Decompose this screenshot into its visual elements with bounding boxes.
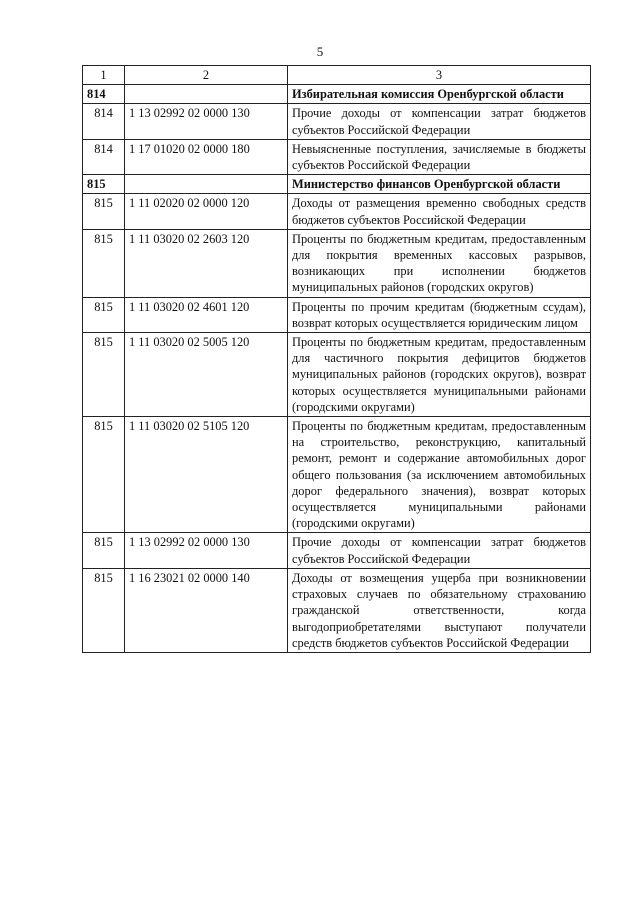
table-row	[83, 229, 591, 297]
column-header: 3	[288, 66, 591, 85]
description-cell: Проценты по бюджетным кредитам, предоставленным для частичного покрытия дефицитов бюджетов муниципальных районов (городских округов), возврат которых осуществляется муниципальными районами (городскими округами)	[288, 333, 591, 417]
revenue-code-cell: 1 17 01020 02 0000 180	[125, 139, 288, 174]
description-cell: Проценты по бюджетным кредитам, предоставленным на строительство, реконструкцию, капитальный ремонт, ремонт и содержание автомобильных дорог общего пользования (за исключением автомобильных дорог федерального значения), возврат которых осуществляется муниципальными районами (городскими округами)	[288, 417, 591, 533]
table-row	[83, 297, 591, 332]
admin-code-cell: 815	[83, 229, 125, 297]
column-header: 2	[125, 66, 288, 85]
column-header: 1	[83, 66, 125, 85]
revenue-code-cell: 1 13 02992 02 0000 130	[125, 104, 288, 139]
description-cell: Прочие доходы от компенсации затрат бюджетов субъектов Российской Федерации	[288, 533, 591, 568]
admin-code-cell: 814	[83, 104, 125, 139]
revenue-code-cell: 1 11 03020 02 5105 120	[125, 417, 288, 533]
revenue-code-cell: 1 11 03020 02 5005 120	[125, 333, 288, 417]
revenue-code-cell: 1 11 02020 02 0000 120	[125, 194, 288, 229]
description-cell: Проценты по бюджетным кредитам, предоставленным для покрытия временных кассовых разрывов, возникающих при исполнении бюджетов муниципальных районов (городских округов)	[288, 229, 591, 297]
admin-code-cell: 815	[83, 333, 125, 417]
revenue-codes-table	[82, 65, 591, 653]
admin-code-cell: 814	[83, 85, 125, 104]
description-cell: Прочие доходы от компенсации затрат бюджетов субъектов Российской Федерации	[288, 104, 591, 139]
admin-code-cell: 815	[83, 417, 125, 533]
description-cell: Доходы от размещения временно свободных средств бюджетов субъектов Российской Федерации	[288, 194, 591, 229]
description-cell: Невыясненные поступления, зачисляемые в бюджеты субъектов Российской Федерации	[288, 139, 591, 174]
table-row	[83, 333, 591, 417]
revenue-code-cell	[125, 85, 288, 104]
revenue-code-cell: 1 11 03020 02 4601 120	[125, 297, 288, 332]
administrator-header-row	[83, 175, 591, 194]
description-cell: Проценты по прочим кредитам (бюджетным ссудам), возврат которых осуществляется юридическим лицом	[288, 297, 591, 332]
table-row	[83, 417, 591, 533]
table-row	[83, 194, 591, 229]
revenue-code-cell: 1 16 23021 02 0000 140	[125, 568, 288, 652]
admin-code-cell: 815	[83, 194, 125, 229]
description-cell: Избирательная комиссия Оренбургской области	[288, 85, 591, 104]
admin-code-cell: 814	[83, 139, 125, 174]
description-cell: Доходы от возмещения ущерба при возникновении страховых случаев по обязательному страхованию гражданской ответственности, когда выгодоприобретателями выступают получатели средств бюджетов субъектов Российской Федерации	[288, 568, 591, 652]
revenue-code-cell: 1 11 03020 02 2603 120	[125, 229, 288, 297]
table-row	[83, 533, 591, 568]
page-number: 5	[316, 44, 324, 59]
admin-code-cell: 815	[83, 533, 125, 568]
description-cell: Министерство финансов Оренбургской области	[288, 175, 591, 194]
admin-code-cell: 815	[83, 568, 125, 652]
revenue-code-cell	[125, 175, 288, 194]
table-row	[83, 139, 591, 174]
administrator-header-row	[83, 85, 591, 104]
revenue-code-cell: 1 13 02992 02 0000 130	[125, 533, 288, 568]
admin-code-cell: 815	[83, 297, 125, 332]
table-header-row	[83, 66, 591, 85]
table-row	[83, 568, 591, 652]
admin-code-cell: 815	[83, 175, 125, 194]
table-row	[83, 104, 591, 139]
